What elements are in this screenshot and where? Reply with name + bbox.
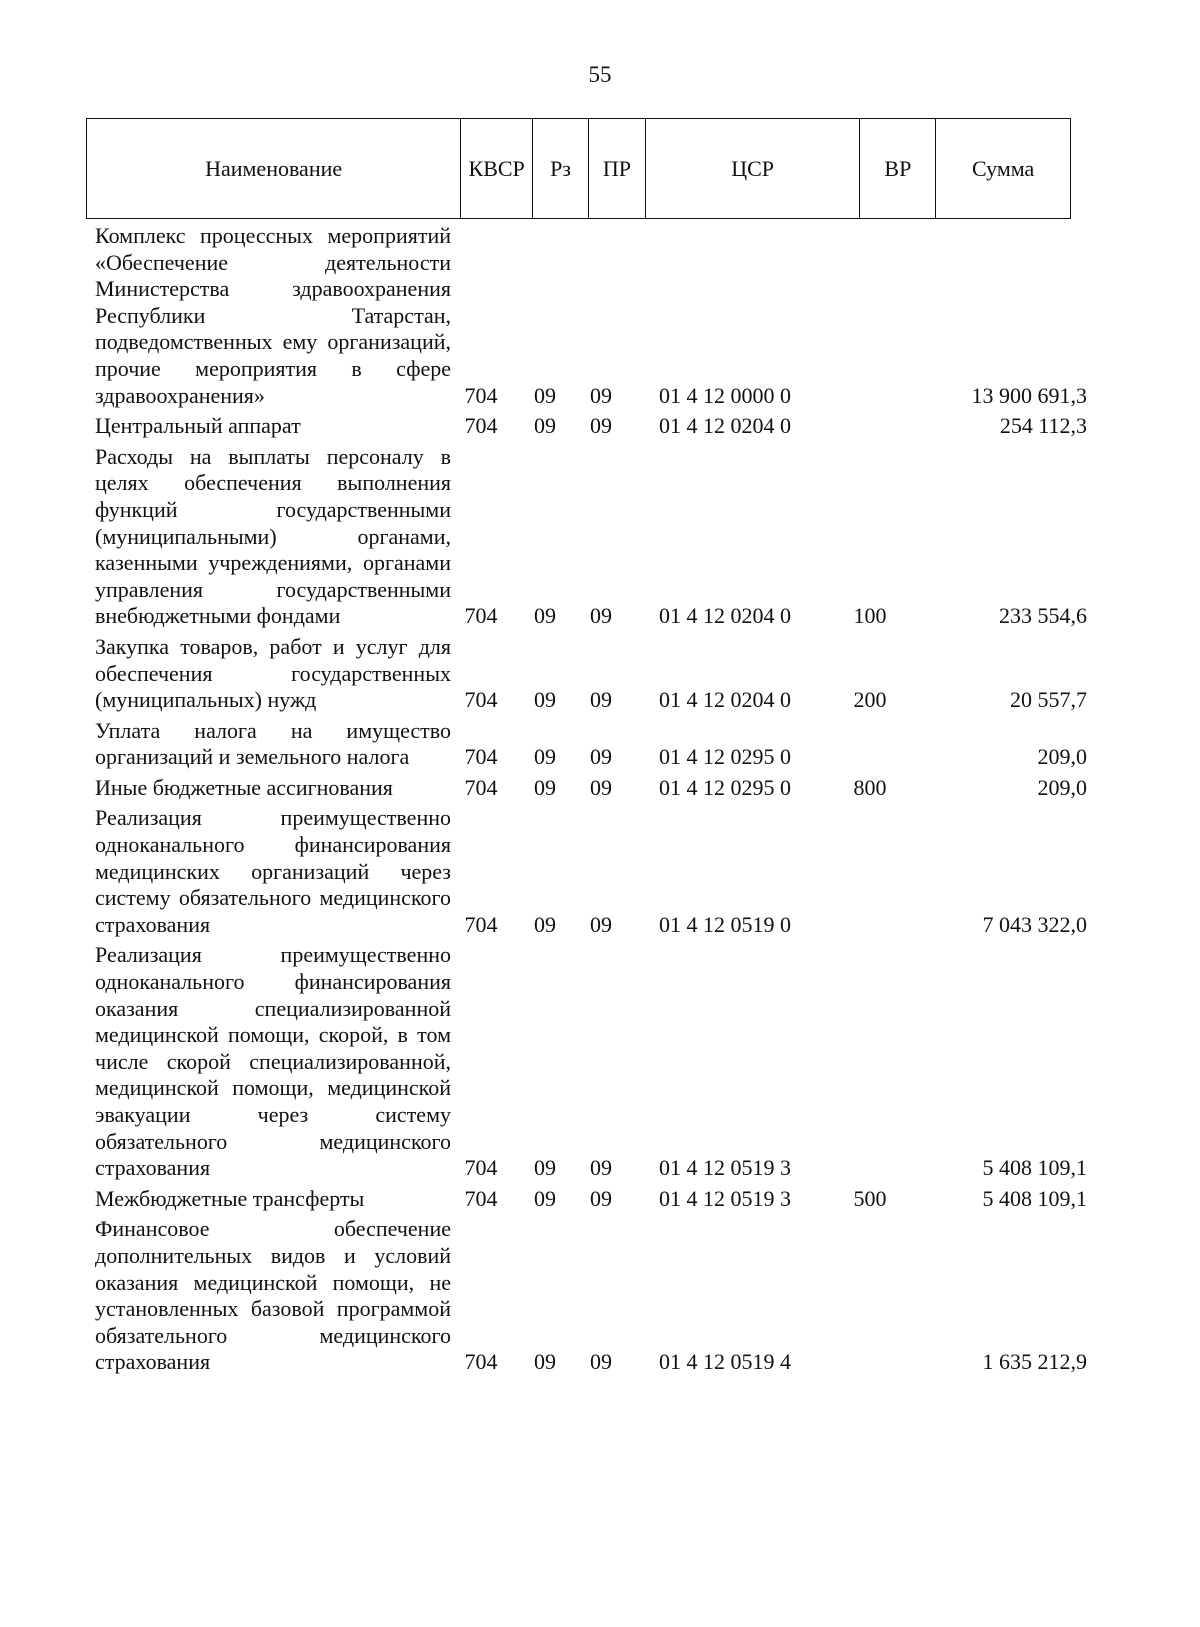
- row-vr: 100: [853, 603, 887, 629]
- row-name: Реализация преимущественно одноканального финансирования медицинских организаций через систему обязательного медицинского страхования: [95, 805, 451, 937]
- row-rz: 09: [534, 911, 556, 937]
- row-kvsr: 704: [464, 413, 498, 439]
- row-rz: 09: [534, 1155, 556, 1181]
- header-vr: ВР: [860, 119, 936, 218]
- header-name: Наименование: [87, 119, 461, 218]
- row-name: Комплекс процессных мероприятий «Обеспечение деятельности Министерства здравоохранения Республики Татарстан, подведомственных ему организаций, прочие мероприятия в сфере здравоохранения»: [95, 223, 451, 408]
- row-sum: 5 408 109,1: [982, 1185, 1087, 1211]
- row-kvsr: 704: [464, 774, 498, 800]
- header-sum: Сумма: [971, 155, 1035, 181]
- row-kvsr: 704: [464, 1349, 498, 1375]
- row-name: Финансовое обеспечение дополнительных видов и условий оказания медицинской помощи, не установленных базовой программой обязательного медицинского страхования: [95, 1216, 451, 1375]
- header-kvsr: КВСР: [461, 119, 533, 218]
- row-pr: 09: [590, 603, 612, 629]
- row-name: Межбюджетные трансферты: [95, 1185, 365, 1211]
- row-rz: 09: [534, 1349, 556, 1375]
- row-csr: 01 4 12 0295 0: [659, 774, 791, 800]
- header-pr: ПР: [589, 119, 646, 218]
- row-kvsr: 704: [464, 603, 498, 629]
- table-row: [95, 634, 1125, 714]
- row-vr: 800: [853, 774, 887, 800]
- table-header: [86, 118, 1071, 219]
- row-pr: 09: [590, 1349, 612, 1375]
- row-kvsr: 704: [464, 1185, 498, 1211]
- row-rz: 09: [534, 687, 556, 713]
- row-rz: 09: [534, 1185, 556, 1211]
- table-row: [95, 1216, 1125, 1376]
- row-rz: 09: [534, 413, 556, 439]
- row-sum: 209,0: [1037, 744, 1087, 770]
- table-row: [95, 223, 1125, 409]
- row-csr: 01 4 12 0295 0: [659, 744, 791, 770]
- row-kvsr: 704: [464, 382, 498, 408]
- table-row: [95, 805, 1125, 938]
- table-body: [95, 223, 1125, 1380]
- row-vr: 200: [853, 687, 887, 713]
- row-kvsr: 704: [464, 744, 498, 770]
- row-pr: 09: [590, 413, 612, 439]
- row-csr: 01 4 12 0204 0: [659, 603, 791, 629]
- row-kvsr: 704: [464, 1155, 498, 1181]
- row-kvsr: 704: [464, 911, 498, 937]
- row-csr: 01 4 12 0519 3: [659, 1155, 791, 1181]
- row-rz: 09: [534, 603, 556, 629]
- row-name: Реализация преимущественно одноканального финансирования оказания специализированной медицинской помощи, скорой, в том числе скорой специализированной, медицинской помощи, медицинской эвакуации через систему обязательного медицинского страхования: [95, 942, 451, 1181]
- header-csr: ЦСР: [646, 119, 861, 218]
- row-name: Центральный аппарат: [95, 413, 301, 439]
- row-csr: 01 4 12 0000 0: [659, 382, 791, 408]
- row-pr: 09: [590, 744, 612, 770]
- row-rz: 09: [534, 774, 556, 800]
- row-csr: 01 4 12 0204 0: [659, 413, 791, 439]
- table-row: [95, 775, 1125, 802]
- row-kvsr: 704: [464, 687, 498, 713]
- row-csr: 01 4 12 0519 3: [659, 1185, 791, 1211]
- row-rz: 09: [534, 382, 556, 408]
- row-sum: 5 408 109,1: [982, 1155, 1087, 1181]
- row-csr: 01 4 12 0519 0: [659, 911, 791, 937]
- row-pr: 09: [590, 382, 612, 408]
- row-sum: 233 554,6: [999, 603, 1087, 629]
- row-pr: 09: [590, 1155, 612, 1181]
- row-sum: 1 635 212,9: [982, 1349, 1087, 1375]
- table-row: [95, 444, 1125, 630]
- row-pr: 09: [590, 1185, 612, 1211]
- page-number: 55: [588, 62, 612, 87]
- row-name: Иные бюджетные ассигнования: [95, 774, 393, 800]
- row-rz: 09: [534, 744, 556, 770]
- table-row: [95, 413, 1125, 440]
- row-pr: 09: [590, 911, 612, 937]
- table-row: [95, 718, 1125, 771]
- row-sum: 209,0: [1037, 774, 1087, 800]
- row-name: Уплата налога на имущество организаций и земельного налога: [95, 717, 451, 770]
- row-name: Расходы на выплаты персоналу в целях обеспечения выполнения функций государственными (муниципальными) органами, казенными учреждениями, органами управления государственными внебюджетными фондами: [95, 443, 451, 629]
- table-row: [95, 942, 1125, 1181]
- row-vr: 500: [853, 1185, 887, 1211]
- table-row: [95, 1186, 1125, 1213]
- header-rz: Рз: [533, 119, 589, 218]
- row-sum: 13 900 691,3: [971, 382, 1087, 408]
- row-pr: 09: [590, 687, 612, 713]
- row-pr: 09: [590, 774, 612, 800]
- row-name: Закупка товаров, работ и услуг для обеспечения государственных (муниципальных) нужд: [95, 633, 451, 713]
- row-csr: 01 4 12 0204 0: [659, 687, 791, 713]
- row-sum: 7 043 322,0: [982, 911, 1087, 937]
- row-csr: 01 4 12 0519 4: [659, 1349, 791, 1375]
- row-sum: 254 112,3: [999, 413, 1087, 439]
- row-sum: 20 557,7: [1010, 687, 1087, 713]
